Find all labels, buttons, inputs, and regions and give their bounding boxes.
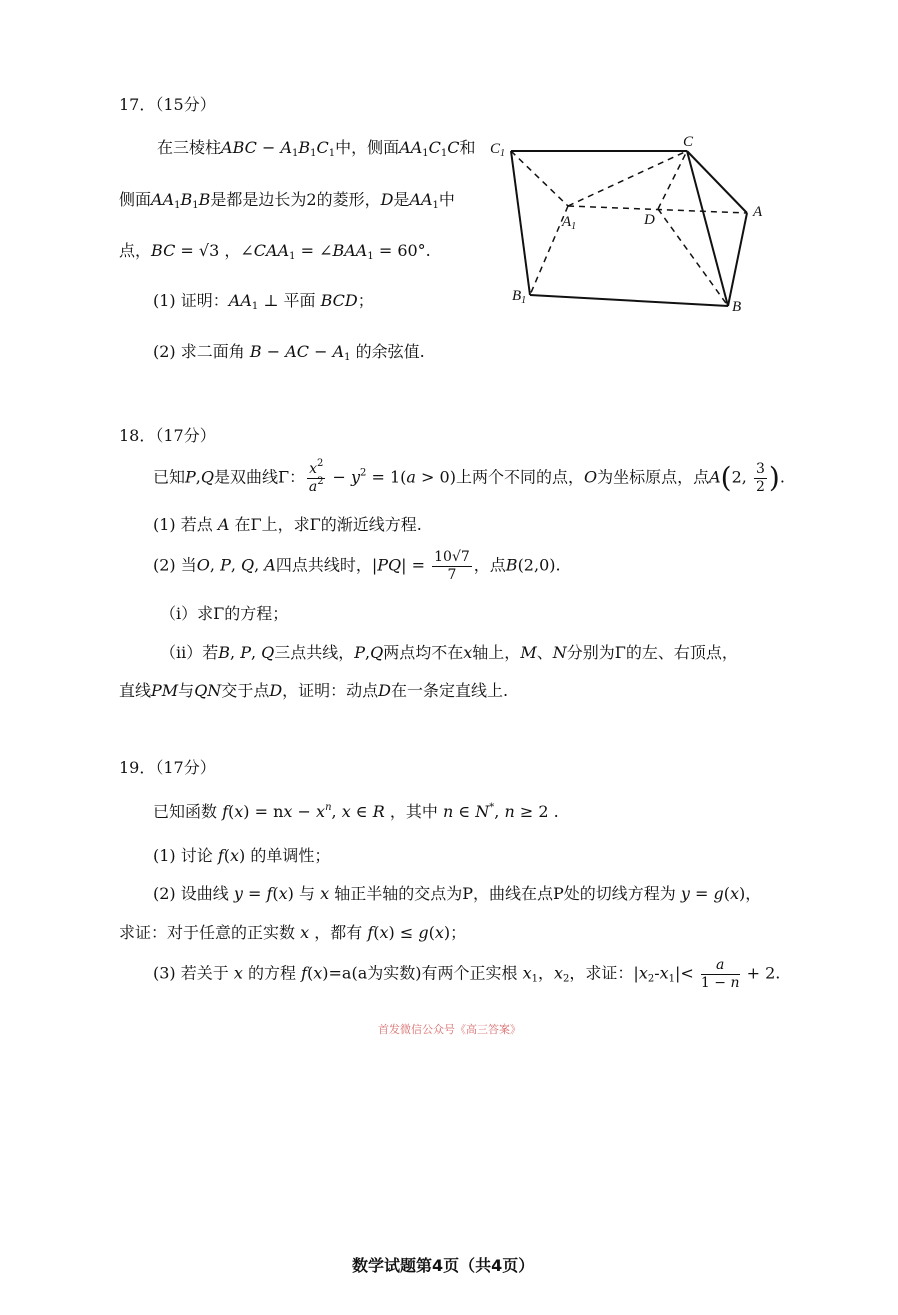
q19-part2-line1: (2) 设曲线 y = f(x) 与 x 轴正半轴的交点为P，曲线在点P处的切线方程为 y = g(x)， xyxy=(153,884,762,903)
edge-d-c xyxy=(658,151,687,209)
edge-c-b xyxy=(687,151,728,306)
edge-c1-a1 xyxy=(511,151,568,206)
q18-part2-ii-line1: （ii）若B, P, Q三点共线，P,Q两点均不在x轴上，M、N分别为Γ的左、右顶点， xyxy=(160,643,738,662)
q17-header: 17．（15分） xyxy=(119,95,216,114)
q18-stem: 已知P,Q是双曲线Γ： $\frac{x^2}{a^2}$ − $y^2 = 1(a > 0)$上两个不同的点，O为坐标原点，点A(2, $\frac{3}{2}$ ). xyxy=(153,458,785,495)
q17-stem-line1: 在三棱柱ABC − $A_1B_1C_1$中，侧面$AA_1C_1C$和 xyxy=(157,138,476,159)
q18-part2-i: （i）求Γ的方程； xyxy=(160,604,289,623)
label-c: C xyxy=(683,134,694,150)
q18-part1: (1) 若点 A 在Γ上，求Γ的渐近线方程. xyxy=(153,515,422,534)
edge-a1-c xyxy=(568,151,687,206)
q19-stem: 已知函数 f(x) = nx − $x^n$, x ∈ R ，其中 n ∈ N*, n ≥ 2 . xyxy=(153,802,559,821)
q19-header: 19．（17分） xyxy=(119,758,216,777)
q17-part1: (1) 证明：$AA_1$ ⊥ 平面 BCD； xyxy=(153,291,374,312)
label-a1: $A_1$ xyxy=(562,214,577,232)
label-a: A xyxy=(753,204,763,220)
q19-part2-line2: 求证：对于任意的正实数 x ，都有 f(x) ≤ g(x)； xyxy=(119,923,467,942)
q18-part2: (2) 当O, P, Q, A四点共线时，|PQ| = $\frac{10√7}{7}$ ，点B(2,0). xyxy=(153,549,561,583)
q19-part1: (1) 讨论 f(x) 的单调性； xyxy=(153,846,331,865)
q18-part2-ii-line2: 直线PM与QN交于点D，证明：动点D在一条定直线上. xyxy=(119,681,509,700)
watermark-text: 首发微信公众号《高三答案》 xyxy=(378,1023,521,1036)
q17-part2: (2) 求二面角 B − AC − $A_1$ 的余弦值. xyxy=(153,342,425,363)
label-c1: $C_1$ xyxy=(490,141,506,159)
label-b1: $B_1$ xyxy=(512,288,527,306)
q17-stem-line3: 点，BC = √3 ，$\angle CAA_1$ = $\angle BAA_1 = 60^\circ$. xyxy=(119,241,431,262)
edge-b1-b xyxy=(530,295,728,306)
label-b: B xyxy=(732,299,742,315)
edge-a-b xyxy=(728,213,747,306)
q19-part3: (3) 若关于 x 的方程 f(x)=a(a为实数)有两个正实根 $x_1$，$x_2$，求证：$|x_2-x_1|<$ $\frac{a}{1 - n}$ + 2. xyxy=(153,957,781,991)
page-footer: 数学试题第4页（共4页） xyxy=(352,1256,535,1275)
q18-header: 18．（17分） xyxy=(119,426,216,445)
label-d: D xyxy=(644,212,655,228)
q17-prism-figure xyxy=(480,128,780,318)
edge-d-b xyxy=(658,209,728,306)
q17-stem-line2: 侧面$AA_1B_1B$是都是边长为2的菱形，D是$AA_1$中 xyxy=(119,190,455,211)
edge-c1-b1 xyxy=(511,151,530,295)
